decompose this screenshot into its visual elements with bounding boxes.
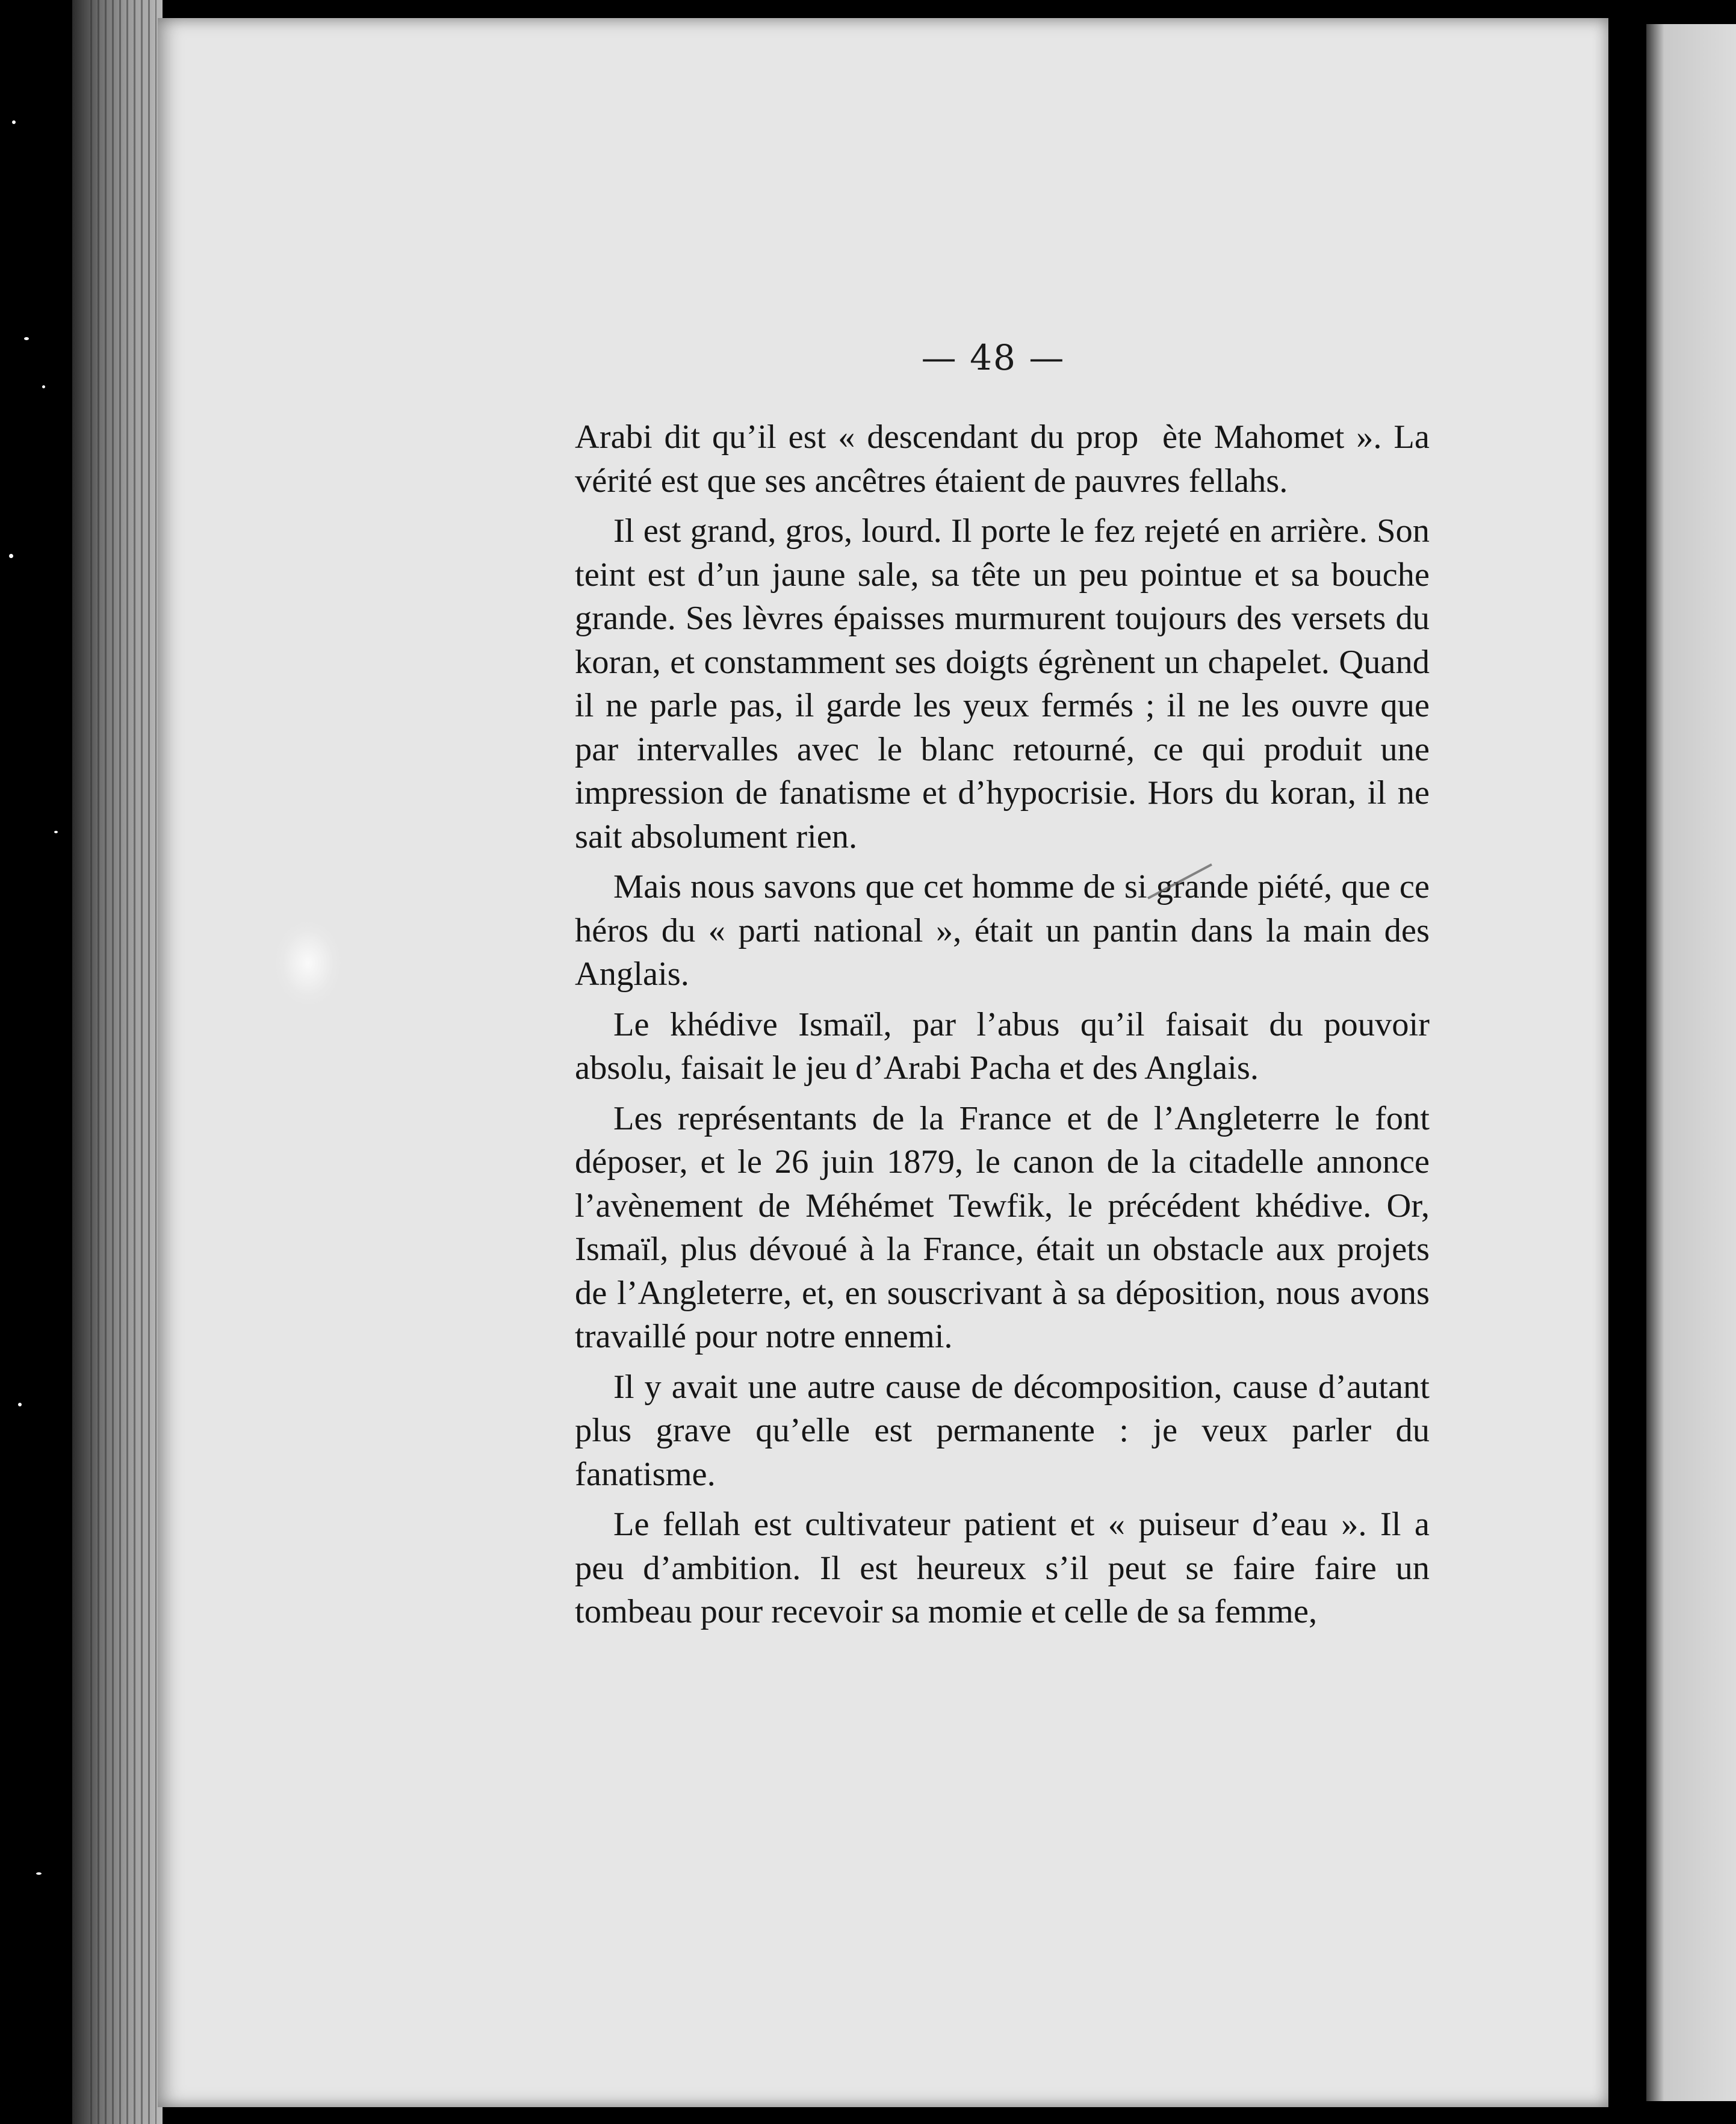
paragraph: Arabi dit qu’il est « descendant du prop ète Mahomet ». La vérité est que ses ancêtres étaient de pauvres fellahs. [575,418,1430,500]
next-page-edge [1646,24,1736,2101]
page-edges [90,0,157,2124]
dust-speck [9,554,13,558]
paragraph: Mais nous savons que cet homme de si grande piété, que ce héros du « parti national », était un pantin dans la main des Anglais. [575,868,1430,993]
dust-speck [42,385,45,388]
dust-speck [36,1872,42,1875]
dust-speck [12,120,16,124]
paragraph: Il y avait une autre cause de décomposition, cause d’autant plus grave qu’elle est permanente : je veux parler du fanatisme. [575,1368,1430,1493]
paragraph: Il est grand, gros, lourd. Il porte le fez rejeté en arrière. Son teint est d’un jaune sale, sa tête un peu pointue et sa bouche grande. Ses lèvres épaisses murmurent toujours des versets du koran, et constamment ses doigts égrènent un chapelet. Quand il ne parle pas, il garde les yeux fermés ; il ne les ouvre que par intervalles avec le blanc retourné, ce qui produit une impression de fanatisme et d’hypocrisie. Hors du koran, il ne sait absolument rien. [575,512,1430,856]
dust-speck [18,1403,22,1406]
body-text [575,415,1430,1641]
gutter [1608,0,1646,2124]
dust-speck [24,337,29,340]
paragraph: Les représentants de la France et de l’Angleterre le font déposer, et le 26 juin 1879, le canon de la citadelle annonce l’avènement de Méhémet Tewfik, le précédent khédive. Or, Ismaïl, plus dévoué à la France, était un obstacle aux projets de l’Angleterre, et, en souscrivant à sa déposition, nous avons travaillé pour notre ennemi. [575,1099,1430,1355]
paper-blemish [275,921,341,1005]
paragraph: Le fellah est cultivateur patient et « puiseur d’eau ». Il a peu d’ambition. Il est heureux s’il peut se faire faire un tombeau pour recevoir sa momie et celle de sa femme, [575,1506,1430,1630]
paragraph: Le khédive Ismaïl, par l’abus qu’il faisait du pouvoir absolu, faisait le jeu d’Arabi Pacha et des Anglais. [575,1005,1430,1087]
dust-speck [54,831,58,833]
page-number: — 48 — [921,337,1065,378]
